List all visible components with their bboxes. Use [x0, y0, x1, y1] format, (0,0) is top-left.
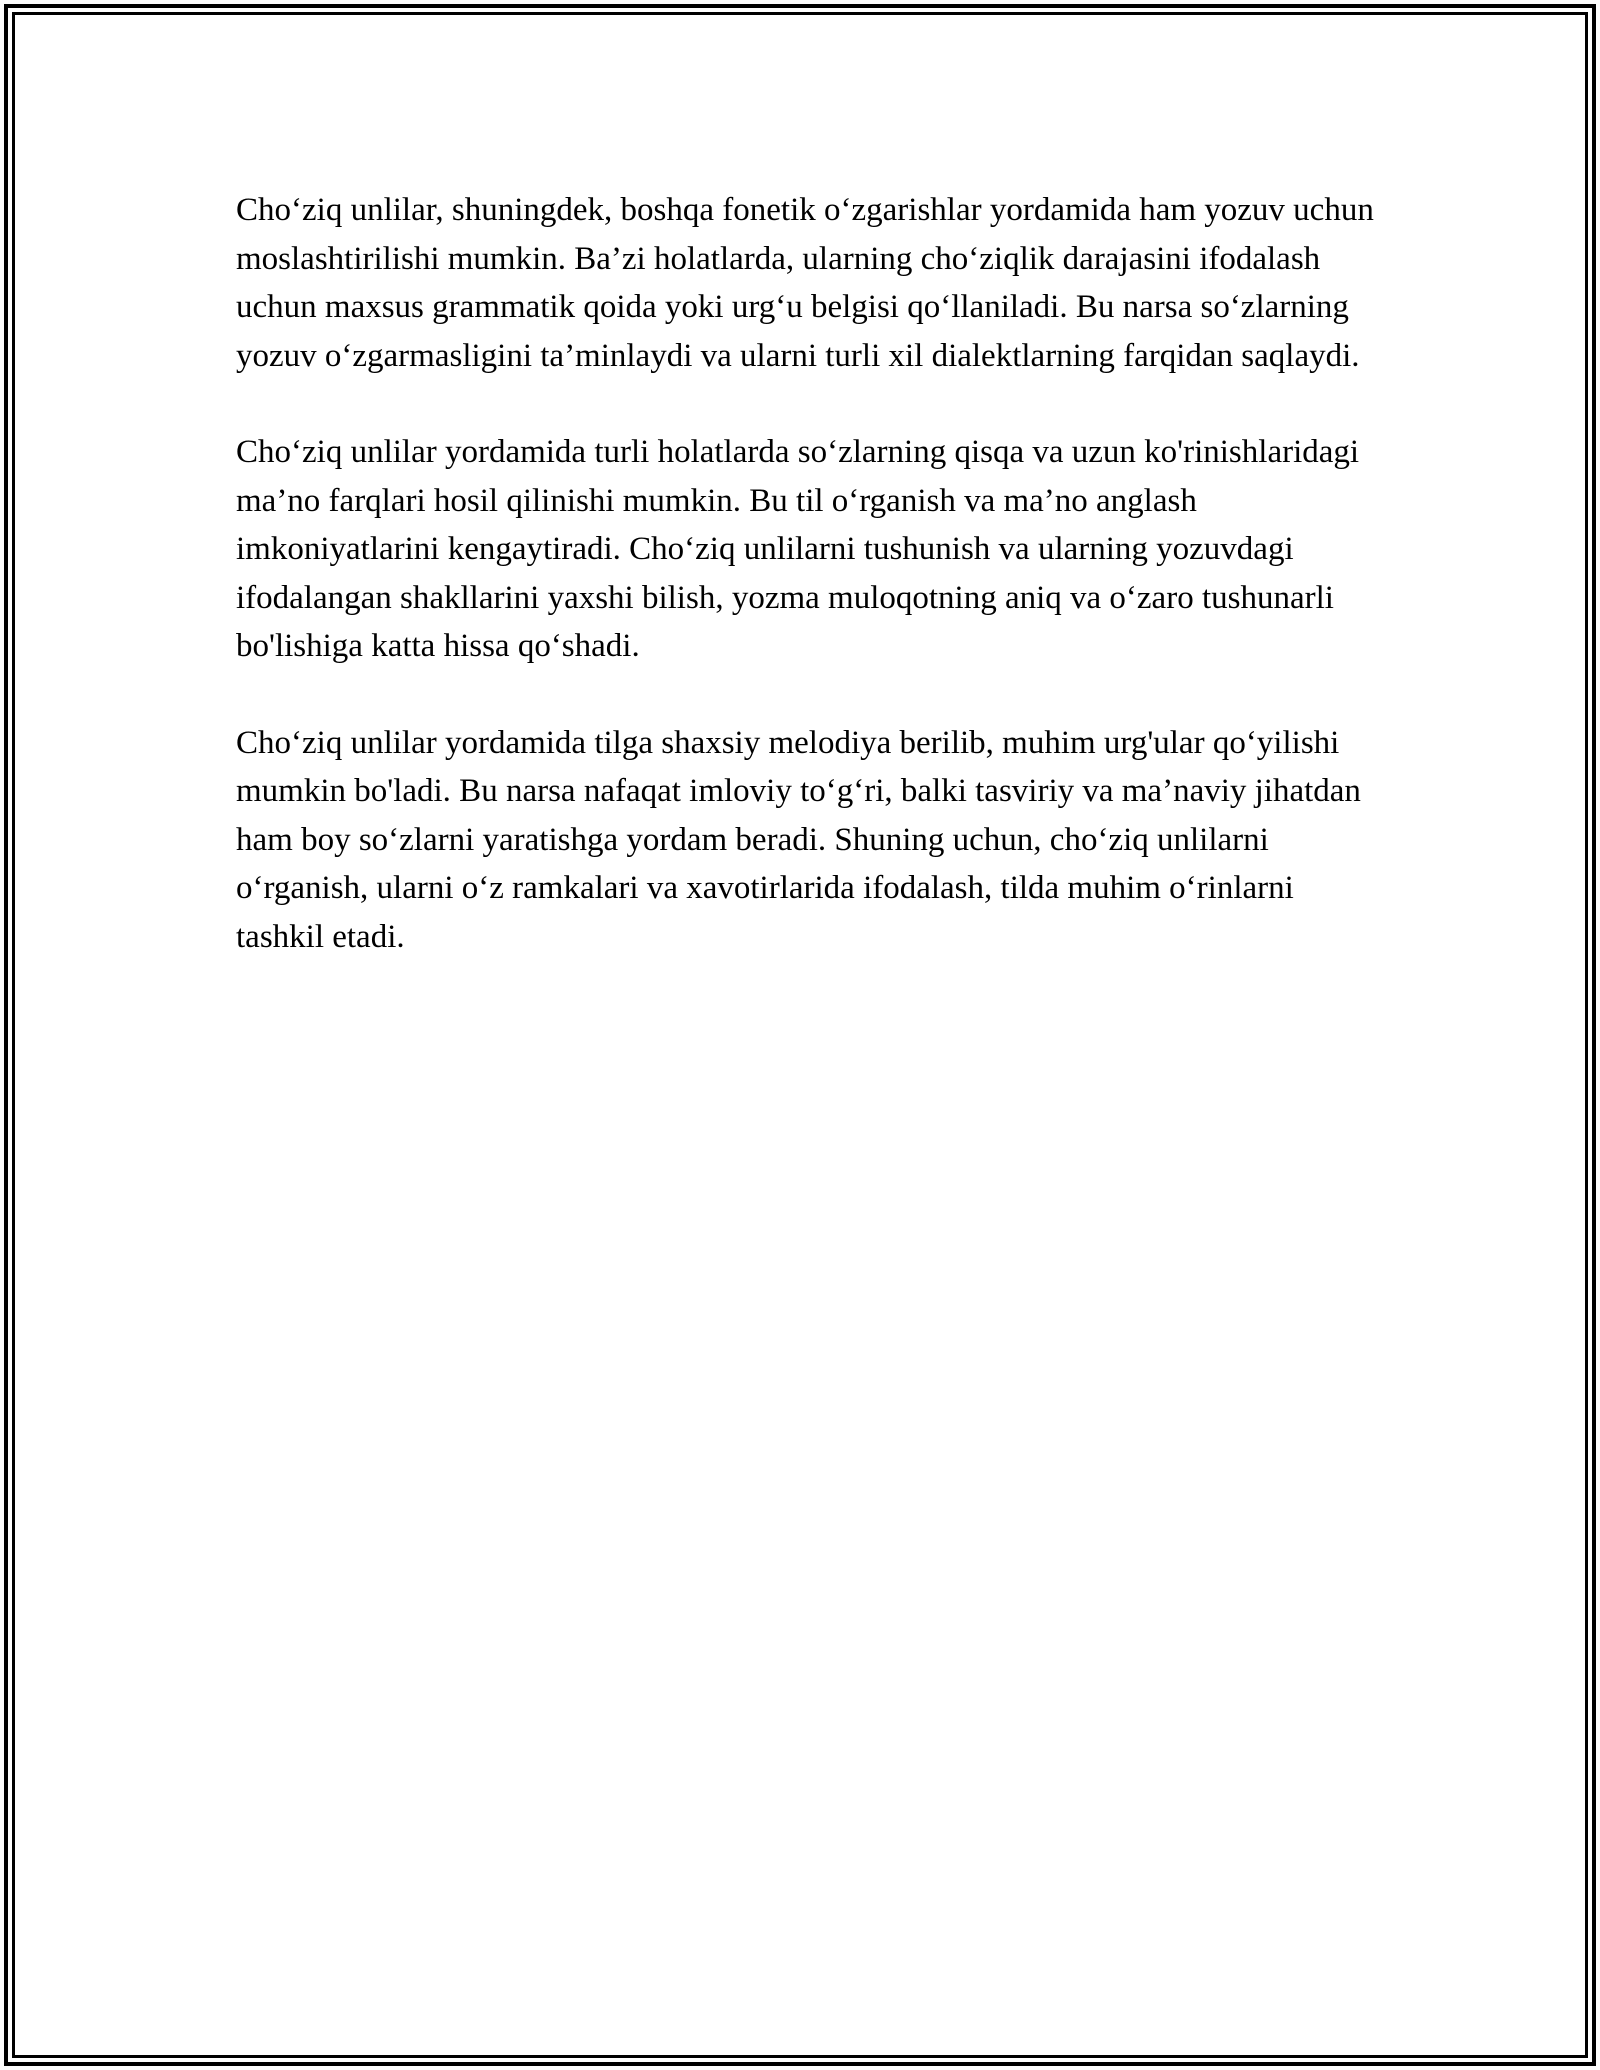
paragraph-1: Cho‘ziq unlilar, shuningdek, boshqa fonetik o‘zgarishlar yordamida ham yozuv uchun moslashtirilishi mumkin. Ba’zi holatlarda, ularning cho‘ziqlik darajasini ifodalash uchun maxsus grammatik qoida yoki urg‘u belgisi qo‘llaniladi. Bu narsa so‘zlarning yozuv o‘zgarmasligini ta’minlaydi va ularni turli xil dialektlarning farqidan saqlaydi. [236, 192, 1374, 374]
paragraph-3: Cho‘ziq unlilar yordamida tilga shaxsiy melodiya berilib, muhim urg'ular qo‘yilishi mumkin bo'ladi. Bu narsa nafaqat imloviy to‘g‘ri, balki tasviriy va ma’naviy jihatdan ham boy so‘zlarni yaratishga yordam beradi. Shuning uchun, cho‘ziq unlilarni o‘rganish, ularni o‘z ramkalari va xavotirlarida ifodalash, tilda muhim o‘rinlarni tashkil etadi. [236, 724, 1361, 955]
paragraph-2: Cho‘ziq unlilar yordamida turli holatlarda so‘zlarning qisqa va uzun ko'rinishlaridagi ma’no farqlari hosil qilinishi mumkin. Bu til o‘rganish va ma’no anglash imkoniyatlarini kengaytiradi. Cho‘ziq unlilarni tushunish va ularning yozuvdagi ifodalangan shakllarini yaxshi bilish, yozma muloqotning aniq va o‘zaro tushunarli bo'lishiga katta hissa qo‘shadi. [236, 434, 1360, 664]
document-body [236, 186, 1376, 1009]
